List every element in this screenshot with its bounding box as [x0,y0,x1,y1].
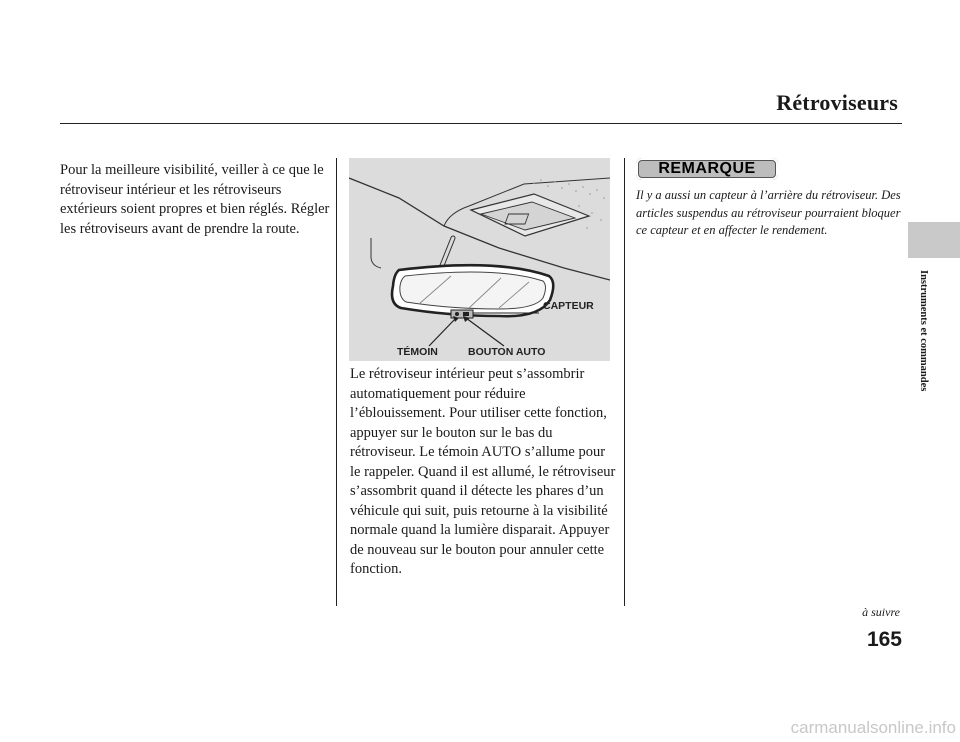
continued-note: à suivre [862,605,900,619]
page-number: 165 [866,628,902,651]
mirror-drawing [349,158,610,361]
intro-paragraph: Pour la meilleure visibilité, veiller à ce que le rétroviseur intérieur et les rétroviseurs extérieurs soient propres et bien réglés. Régler les rétroviseurs avant de prendre la route. [60,162,330,237]
note-heading: REMARQUE [658,160,756,177]
page-title: Rétroviseurs [776,90,898,115]
column-divider-left [336,158,337,606]
section-name: Instruments et commandes [918,270,929,392]
section-name-vertical [919,270,939,410]
label-auto-button: BOUTON AUTO [468,346,546,358]
title-rule [60,123,902,124]
column-divider-right [624,158,625,606]
watermark: carmanualsonline.info [790,718,956,737]
note-heading-box [636,158,778,180]
label-indicator: TÉMOIN [397,346,438,358]
note-text: Il y a aussi un capteur à l’arrière du rétroviseur. Des articles suspendus au rétroviseur pourraient bloquer ce capteur et en affecter le rendement. [636,188,901,237]
label-sensor: CAPTEUR [543,300,594,312]
section-tab [908,222,960,258]
mirror-illustration [349,158,610,361]
auto-dimming-paragraph: Le rétroviseur intérieur peut s’assombrir automatiquement pour réduire l’éblouissement. Pour utiliser cette fonction, appuyer sur le bouton sur le bas du rétroviseur. Le témoin AUTO s’allume pour le rappeler. Quand il est allumé, le rétroviseur s’assombrit quand il détecte les phares d’un véhicule qui suit, puis retourne à la visibilité normale quand la lumière disparait. Appuyer de nouveau sur le bouton pour annuler cette fonction. [350,366,616,577]
